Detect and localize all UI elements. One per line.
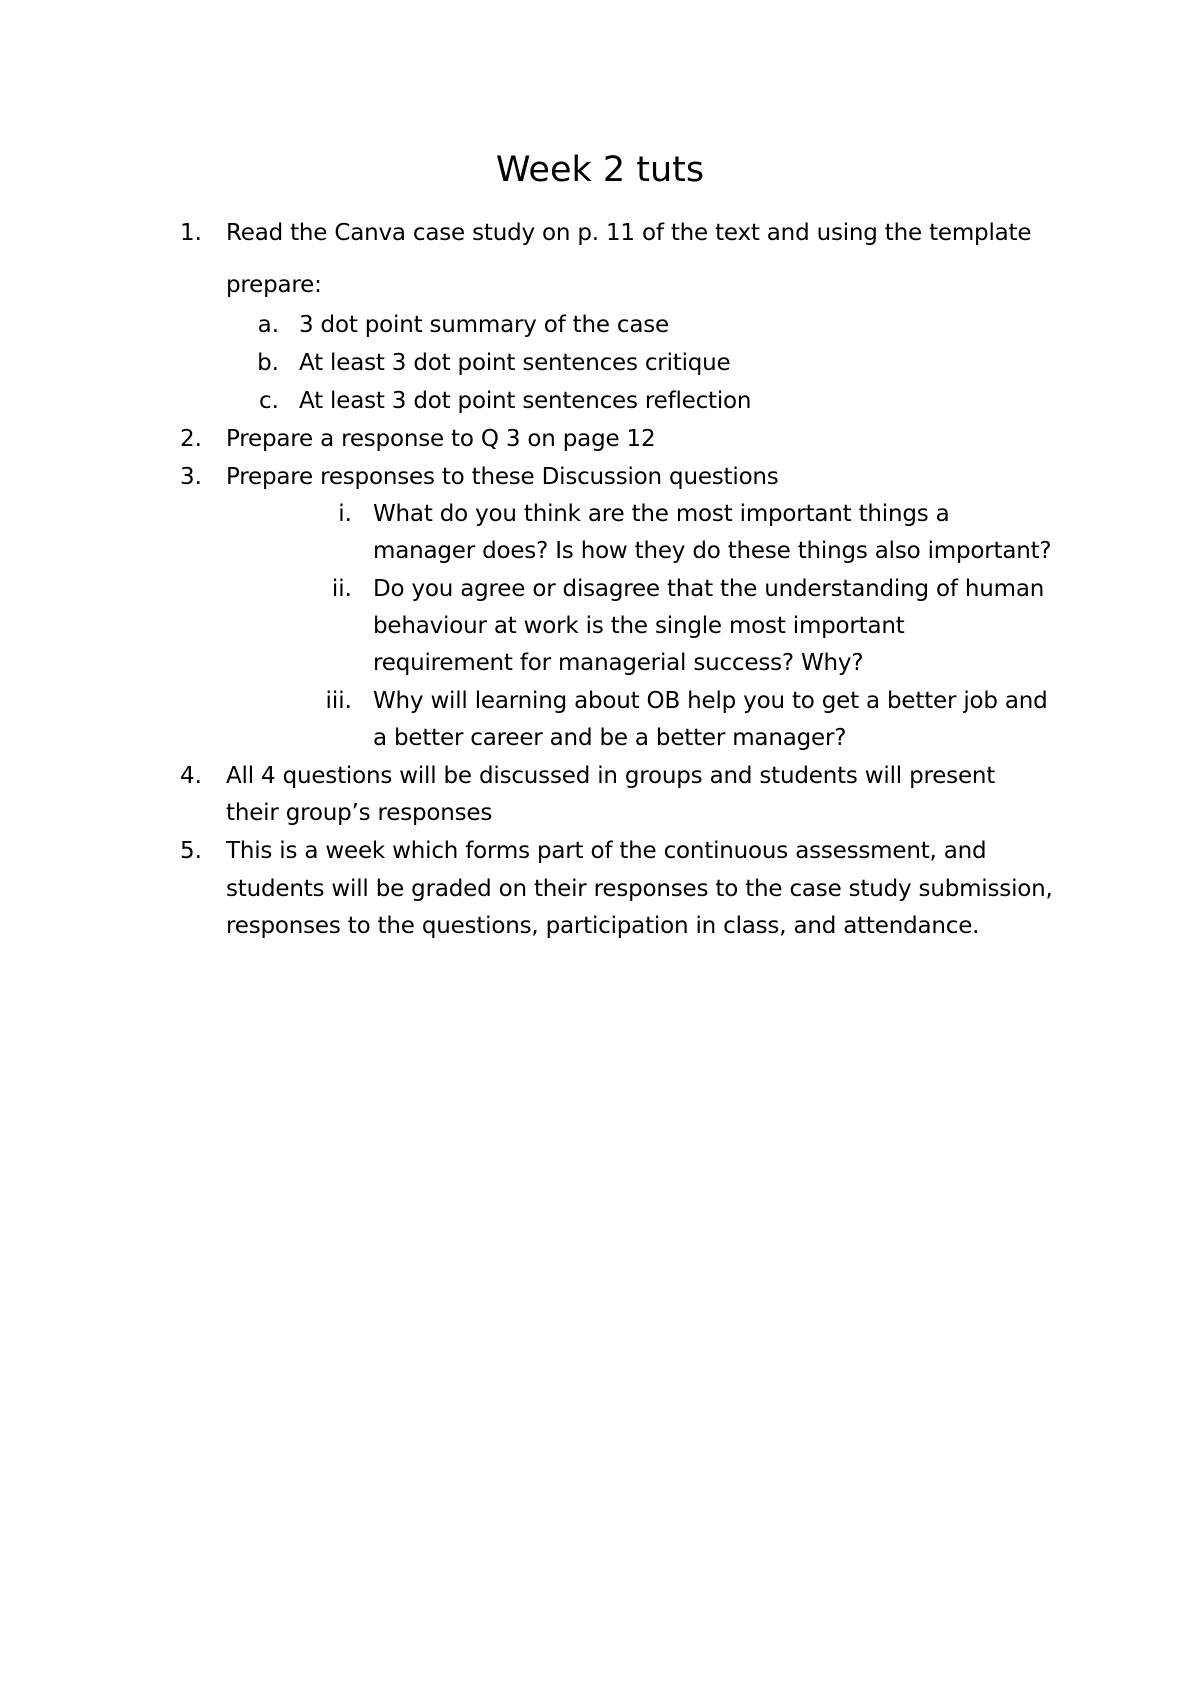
list-marker: 3.: [180, 464, 202, 490]
question-text: requirement for managerial success? Why?: [373, 650, 864, 676]
question-text: a better career and be a better manager?: [373, 725, 847, 751]
list-item-text: This is a week which forms part of the continuous assessment, and: [226, 838, 987, 864]
sub-list-item-text: At least 3 dot point sentences critique: [299, 350, 731, 376]
list-item-text: All 4 questions will be discussed in groups and students will present: [226, 763, 996, 789]
sub-list-marker: a.: [257, 312, 279, 338]
question-text: Why will learning about OB help you to get a better job and: [373, 688, 1048, 714]
sub-list-item-text: At least 3 dot point sentences reflection: [299, 388, 752, 414]
question-text: manager does? Is how they do these things also important?: [373, 538, 1052, 564]
list-item-text: responses to the questions, participation in class, and attendance.: [226, 913, 980, 939]
sub-list-marker: c.: [259, 388, 279, 414]
list-item-text: students will be graded on their responses to the case study submission,: [226, 876, 1053, 902]
question-text: Do you agree or disagree that the understanding of human: [373, 576, 1045, 602]
page-title: Week 2 tuts: [495, 150, 705, 190]
question-marker: i.: [338, 501, 352, 527]
question-text: What do you think are the most important things a: [373, 501, 950, 527]
list-item-text: Read the Canva case study on p. 11 of the text and using the template: [226, 220, 1032, 246]
list-marker: 4.: [180, 763, 202, 789]
sub-list-marker: b.: [257, 350, 279, 376]
list-item-text: their group’s responses: [226, 800, 493, 826]
list-marker: 5.: [180, 838, 202, 864]
list-item-text: Prepare responses to these Discussion questions: [226, 464, 779, 490]
question-marker: ii.: [331, 576, 352, 602]
list-item-text: prepare:: [226, 272, 322, 298]
list-marker: 2.: [180, 426, 202, 452]
list-marker: 1.: [180, 220, 202, 246]
sub-list-item-text: 3 dot point summary of the case: [299, 312, 669, 338]
question-marker: iii.: [325, 688, 352, 714]
list-item-text: Prepare a response to Q 3 on page 12: [226, 426, 656, 452]
question-text: behaviour at work is the single most important: [373, 613, 905, 639]
